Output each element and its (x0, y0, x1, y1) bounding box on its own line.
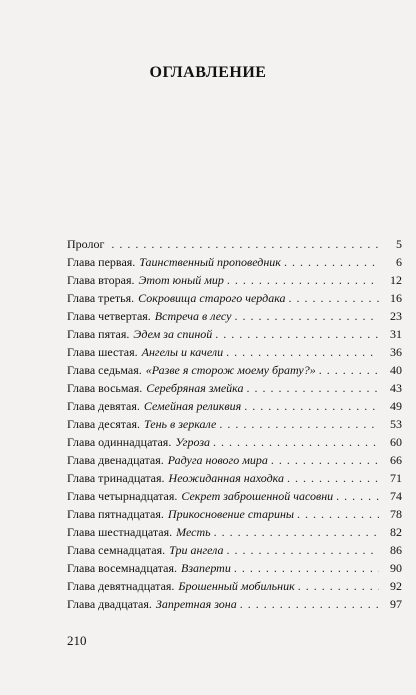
page-reference: 74 (390, 489, 402, 503)
chapter-label: Глава девятнадцатая. (67, 579, 175, 593)
dot-leader (289, 289, 379, 307)
chapter-label: Глава восемнадцатая. (67, 561, 177, 575)
toc-entry (67, 379, 402, 397)
dot-leader (319, 361, 379, 379)
page-reference: 60 (390, 435, 402, 449)
toc-entry (67, 469, 402, 487)
toc-entry (67, 415, 402, 433)
dot-leader (215, 325, 379, 343)
table-of-contents (67, 235, 402, 613)
page-reference: 78 (390, 507, 402, 521)
page-reference: 97 (390, 597, 402, 611)
chapter-label: Пролог (67, 237, 105, 251)
chapter-label: Глава пятнадцатая. (67, 507, 164, 521)
chapter-title: Неожиданная находка (168, 471, 284, 485)
dot-leader (111, 235, 379, 253)
page-reference: 40 (390, 363, 402, 377)
dot-leader (244, 397, 379, 415)
chapter-title: Семейная реликвия (143, 399, 242, 413)
chapter-label: Глава пятая. (67, 327, 130, 341)
toc-entry (67, 541, 402, 559)
page-reference: 92 (390, 579, 402, 593)
chapter-label: Глава вторая. (67, 273, 135, 287)
chapter-title: Взаперти (181, 561, 231, 575)
chapter-label: Глава третья. (67, 291, 135, 305)
chapter-label: Глава двенадцатая. (67, 453, 164, 467)
toc-entry (67, 487, 402, 505)
page-reference: 90 (390, 561, 402, 575)
dot-leader (227, 541, 379, 559)
chapter-title: Угроза (175, 435, 211, 449)
chapter-title: Тень в зеркале (144, 417, 217, 431)
chapter-label: Глава десятая. (67, 417, 140, 431)
toc-entry (67, 451, 402, 469)
page-reference: 49 (390, 399, 402, 413)
chapter-title: Серебряная змейка (146, 381, 244, 395)
toc-entry (67, 505, 402, 523)
chapter-title: Сокровища старого чердака (138, 291, 286, 305)
chapter-title: Запретная зона (155, 597, 237, 611)
page-reference: 82 (390, 525, 402, 539)
dot-leader (227, 271, 379, 289)
page-reference: 86 (390, 543, 402, 557)
dot-leader (214, 523, 379, 541)
chapter-label: Глава двадцатая. (67, 597, 152, 611)
page-reference: 12 (390, 273, 402, 287)
page-reference: 36 (390, 345, 402, 359)
page-reference: 53 (390, 417, 402, 431)
toc-entry (67, 433, 402, 451)
toc-entry (67, 559, 402, 577)
page-reference: 43 (390, 381, 402, 395)
chapter-label: Глава четвертая. (67, 309, 151, 323)
page-reference: 5 (396, 237, 402, 251)
dot-leader (234, 559, 379, 577)
toc-entry (67, 235, 402, 253)
toc-entry (67, 397, 402, 415)
dot-leader (336, 487, 379, 505)
chapter-label: Глава четырнадцатая. (67, 489, 178, 503)
chapter-title: Таинственный проповедник (139, 255, 281, 269)
chapter-title: Прикосновение старины (167, 507, 295, 521)
chapter-title: «Разве я сторож моему брату?» (145, 363, 316, 377)
page-reference: 66 (390, 453, 402, 467)
toc-entry (67, 271, 402, 289)
dot-leader (219, 415, 379, 433)
dot-leader (297, 505, 379, 523)
toc-entry (67, 307, 402, 325)
chapter-title: Этот юный мир (138, 273, 224, 287)
chapter-label: Глава семнадцатая. (67, 543, 166, 557)
page-reference: 16 (390, 291, 402, 305)
toc-entry (67, 577, 402, 595)
dot-leader (271, 451, 379, 469)
chapter-title: Радуга нового мира (167, 453, 268, 467)
page-title: ОГЛАВЛЕНИЕ (149, 64, 267, 81)
dot-leader (246, 379, 379, 397)
chapter-title: Ангелы и качели (141, 345, 224, 359)
dot-leader (213, 433, 379, 451)
page-reference: 31 (390, 327, 402, 341)
page-number: 210 (67, 633, 87, 648)
chapter-label: Глава седьмая. (67, 363, 142, 377)
chapter-title: Месть (176, 525, 211, 539)
toc-entry (67, 253, 402, 271)
dot-leader (226, 343, 379, 361)
dot-leader (298, 577, 379, 595)
dot-leader (240, 595, 379, 613)
chapter-label: Глава первая. (67, 255, 136, 269)
toc-entry (67, 325, 402, 343)
chapter-label: Глава тринадцатая. (67, 471, 165, 485)
chapter-title: Встреча в лесу (154, 309, 232, 323)
chapter-title: Эдем за спиной (133, 327, 213, 341)
chapter-label: Глава шестая. (67, 345, 138, 359)
toc-entry (67, 523, 402, 541)
toc-entry (67, 289, 402, 307)
chapter-label: Глава одиннадцатая. (67, 435, 172, 449)
page-reference: 71 (390, 471, 402, 485)
toc-entry (67, 595, 402, 613)
chapter-title: Три ангела (169, 543, 224, 557)
dot-leader (235, 307, 380, 325)
chapter-title: Брошенный мобильник (178, 579, 295, 593)
chapter-title: Секрет заброшенной часовни (181, 489, 334, 503)
dot-leader (287, 469, 379, 487)
chapter-label: Глава восьмая. (67, 381, 143, 395)
chapter-label: Глава шестнадцатая. (67, 525, 173, 539)
dot-leader (284, 253, 379, 271)
page-reference: 23 (390, 309, 402, 323)
toc-entry (67, 343, 402, 361)
page-reference: 6 (396, 255, 402, 269)
chapter-label: Глава девятая. (67, 399, 140, 413)
toc-entry (67, 361, 402, 379)
